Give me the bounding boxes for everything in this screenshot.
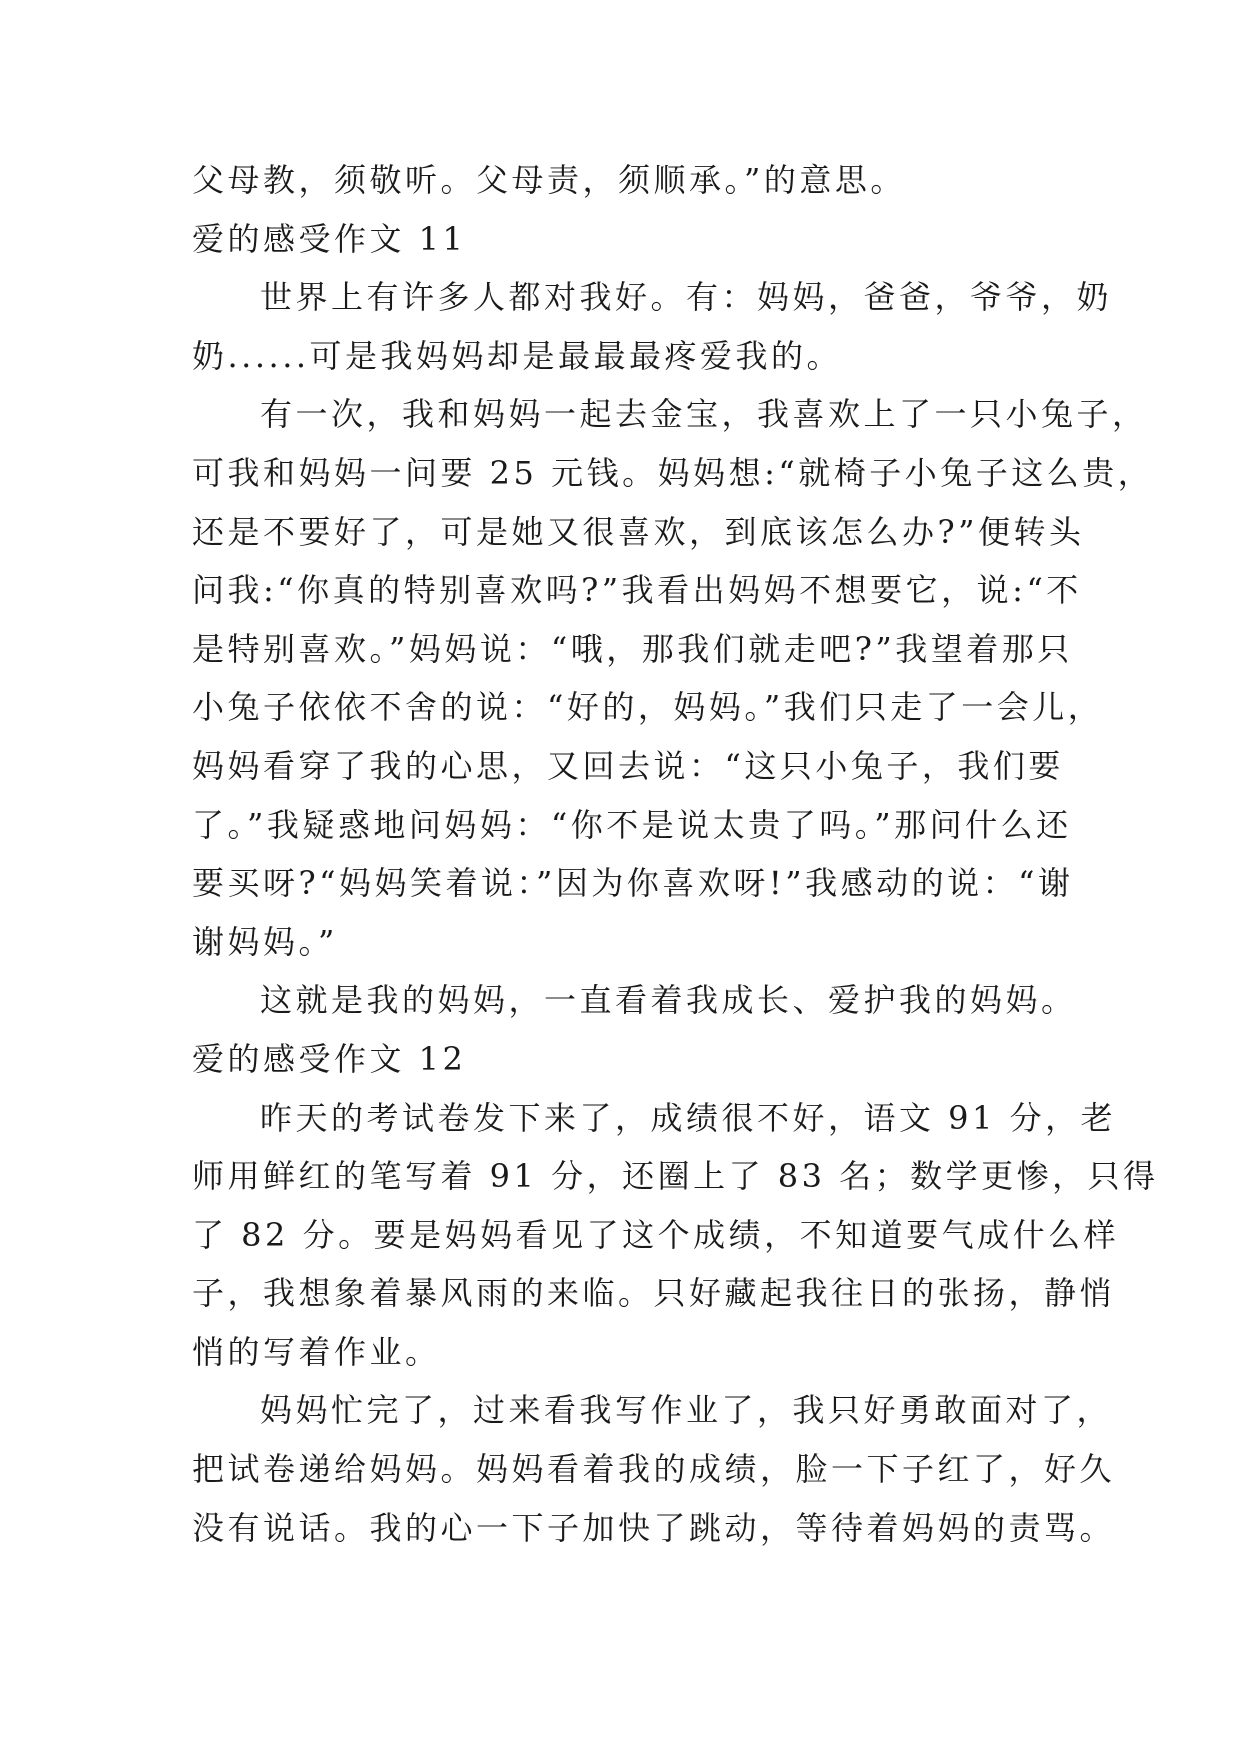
text-line: 了 82 分。要是妈妈看见了这个成绩，不知道要气成什么样	[192, 1215, 1120, 1254]
text-line: 妈妈看穿了我的心思，又回去说：“这只小兔子，我们要	[192, 746, 1064, 785]
paragraph-first-line: 妈妈忙完了，过来看我写作业了，我只好勇敢面对了，	[260, 1391, 1113, 1430]
text-line: 把试卷递给妈妈。妈妈看着我的成绩，脸一下子红了，好久	[192, 1450, 1116, 1489]
text-line: 悄的写着作业。	[192, 1332, 441, 1371]
text-line: 奶......可是我妈妈却是最最最疼爱我的。	[192, 336, 843, 375]
section-heading: 爱的感受作文 11	[192, 219, 467, 258]
paragraph-first-line: 这就是我的妈妈，一直看着我成长、爱护我的妈妈。	[260, 981, 1077, 1020]
text-line: 师用鲜红的笔写着 91 分，还圈上了 83 名；数学更惨，只得	[192, 1157, 1159, 1196]
text-line: 还是不要好了，可是她又很喜欢，到底该怎么办?”便转头	[192, 512, 1085, 551]
text-line: 可我和妈妈一问要 25 元钱。妈妈想:“就椅子小兔子这么贵，	[192, 453, 1154, 492]
text-line: 没有说话。我的心一下子加快了跳动，等待着妈妈的责骂。	[192, 1508, 1116, 1547]
text-line: 了。”我疑惑地问妈妈：“你不是说太贵了吗。”那问什么还	[192, 805, 1072, 844]
text-line: 是特别喜欢。”妈妈说：“哦，那我们就走吧?”我望着那只	[192, 629, 1073, 668]
text-line: 子，我想象着暴风雨的来临。只好藏起我往日的张扬，静悄	[192, 1274, 1116, 1313]
paragraph-first-line: 昨天的考试卷发下来了，成绩很不好，语文 91 分，老	[260, 1098, 1117, 1137]
document-page	[192, 151, 1159, 1557]
text-line: 要买呀?“妈妈笑着说：”因为你喜欢呀!”我感动的说：“谢	[192, 864, 1074, 903]
text-line: 父母教，须敬听。父母责，须顺承。”的意思。	[192, 161, 906, 199]
text-line: 小兔子依依不舍的说：“好的，妈妈。”我们只走了一会儿，	[192, 688, 1104, 727]
section-heading: 爱的感受作文 12	[192, 1039, 467, 1078]
paragraph-first-line: 有一次，我和妈妈一起去金宝，我喜欢上了一只小兔子，	[260, 395, 1148, 434]
text-line: 谢妈妈。”	[192, 922, 338, 961]
text-line: 问我:“你真的特别喜欢吗?”我看出妈妈不想要它，说:“不	[192, 571, 1082, 610]
paragraph-first-line: 世界上有许多人都对我好。有：妈妈，爸爸，爷爷，奶	[260, 278, 1113, 317]
